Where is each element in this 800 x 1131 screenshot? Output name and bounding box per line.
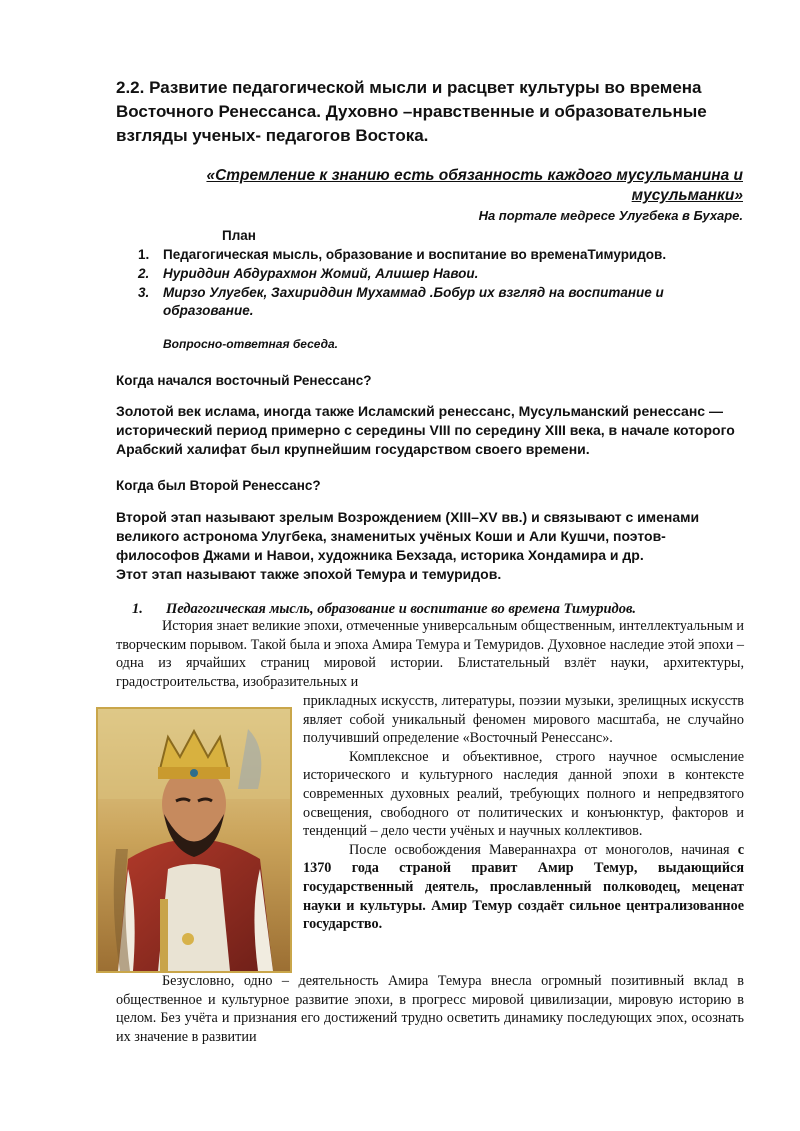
plan-item (138, 246, 698, 264)
lesson-method: Вопросно-ответная беседа. (163, 337, 339, 351)
section-paragraph-3 (303, 841, 744, 934)
section-paragraph-2: Комплексное и объективное, строго научное осмысление исторического и культурного наследия данной эпохи в контексте современных духовных реалий, требующих полного и непредвзятого освещения, свободного от политических и конъюнктур, факторов и тенденций – дело чести учёных и научных коллективов. (303, 748, 744, 840)
epigraph-quote: «Стремление к знанию есть обязанность каждого мусульманина и мусульманки» (206, 167, 743, 204)
plan-item-text: Нуриддин Абдурахмон Жомий, Алишер Навои. (163, 266, 479, 281)
plan-item-text: Педагогическая мысль, образование и воспитание во временаТимуридов. (163, 247, 667, 262)
question-1: Когда начался восточный Ренессанс? (116, 373, 372, 388)
question-2: Когда был Второй Ренессанс? (116, 478, 321, 493)
plan-item (138, 265, 698, 283)
plan-item-number: 3. (138, 285, 150, 300)
chapter-heading (116, 76, 746, 148)
amir-temur-portrait (96, 707, 292, 973)
plan-title: План (222, 228, 256, 243)
epigraph-source: На портале медресе Улугбека в Бухаре. (478, 208, 743, 223)
heading-line-1: 2.2. Развитие педагогической мысли и расцвет культуры во времена (116, 78, 702, 97)
section-title (132, 601, 752, 618)
answer-2-text: Второй этап называют зрелым Возрождением (XIII–XV вв.) и связывают с именами великого астронома Улугбека, знаменитых учёных Коши и Али Кушчи, поэтов-философов Джами и Навои, художника Бехзада, историка Хондамира и др. (116, 509, 700, 563)
answer-2-extra: Этот этап называют также эпохой Темура и темуридов. (116, 566, 502, 582)
answer-2 (116, 508, 746, 584)
section-paragraph-1-continued: прикладных искусств, литературы, поэзии музыки, зрелищных искусств являет собой уникальный феномен мирового масштаба, не случайно получивший определение «Восточный Ренессанс». (303, 693, 744, 747)
section-paragraph-1: История знает великие эпохи, отмеченные универсальным общественным, интеллектуальным и творческим порывом. Такой была и эпоха Амира Темура и Темуридов. Духовное наследие этой эпохи – одна из ярчайших страниц мировой истории. Блистательный взлёт науки, архитектуры, градостроительства, изобразительных и (116, 618, 744, 690)
portrait-illustration (98, 709, 290, 971)
heading-line-3: взгляды ученых- педагогов Востока. (116, 126, 429, 145)
heading-line-2: Восточного Ренессанса. Духовно –нравственные и образовательные (116, 102, 707, 121)
plan-list (138, 246, 698, 321)
paragraph-3-bold: с 1370 года страной правит Амир Темур, выдающийся государственный деятель, прославленный полководец, меценат науки и культуры. Амир Темур создаёт сильное централизованное государство. (303, 841, 744, 933)
paragraph-3-start: После освобождения Мавераннахра от моноголов, начиная (349, 841, 738, 858)
plan-item (138, 284, 698, 320)
section-number: 1. (132, 601, 143, 617)
wrapped-text-column (303, 692, 744, 934)
section-paragraph-4: Безусловно, одно – деятельность Амира Темура внесла огромный позитивный вклад в общественное и культурное развитие эпохи, в прогресс мировой цивилизации, мировую историю в целом. Без учёта и признания его достижений трудно осветить динамику последующих эпох, осознать их значение в развитии (116, 973, 744, 1045)
section-title-text: Педагогическая мысль, образование и воспитание во времена Тимуридов. (166, 601, 637, 617)
plan-item-text: Мирзо Улугбек, Захириддин Мухаммад .Бобур их взгляд на воспитание и образование. (163, 285, 664, 318)
answer-1: Золотой век ислама, иногда также Исламский ренессанс, Мусульманский ренессанс — исторический период примерно с середины VIII по середину XIII века, в начале которого Арабский халифат был крупнейшим государством своего времени. (116, 403, 735, 457)
plan-item-number: 2. (138, 266, 150, 281)
plan-item-number: 1. (138, 247, 150, 262)
